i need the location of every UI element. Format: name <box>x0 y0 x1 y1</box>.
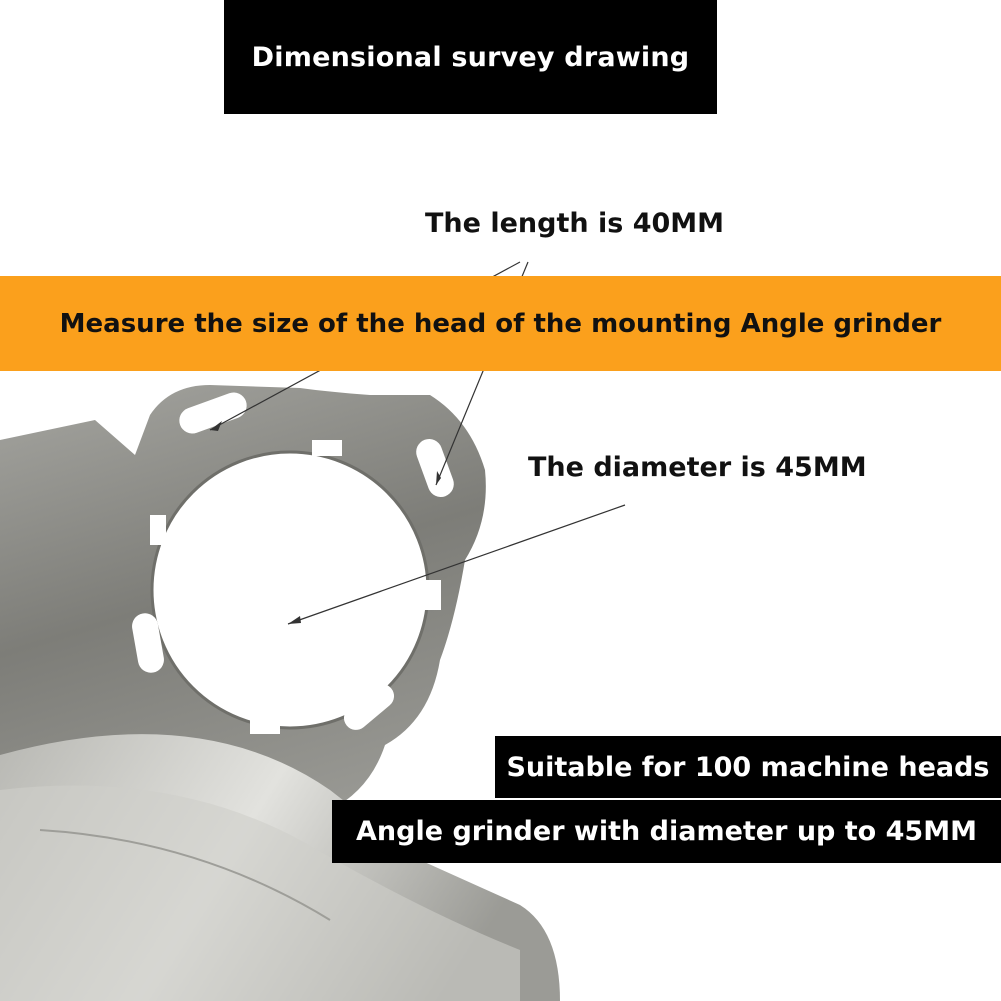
measure-banner <box>0 276 1001 371</box>
title-banner <box>224 0 717 114</box>
length-label: The length is 40MM <box>425 208 725 239</box>
max-diameter-badge-text: Angle grinder with diameter up to 45MM <box>356 816 977 847</box>
title-text: Dimensional survey drawing <box>251 41 690 73</box>
max-diameter-badge <box>332 800 1001 863</box>
diameter-label: The diameter is 45MM <box>528 452 867 483</box>
compat-badge <box>495 736 1001 798</box>
measure-banner-text: Measure the size of the head of the mounting Angle grinder <box>59 308 942 339</box>
compat-badge-text: Suitable for 100 machine heads <box>506 751 990 783</box>
